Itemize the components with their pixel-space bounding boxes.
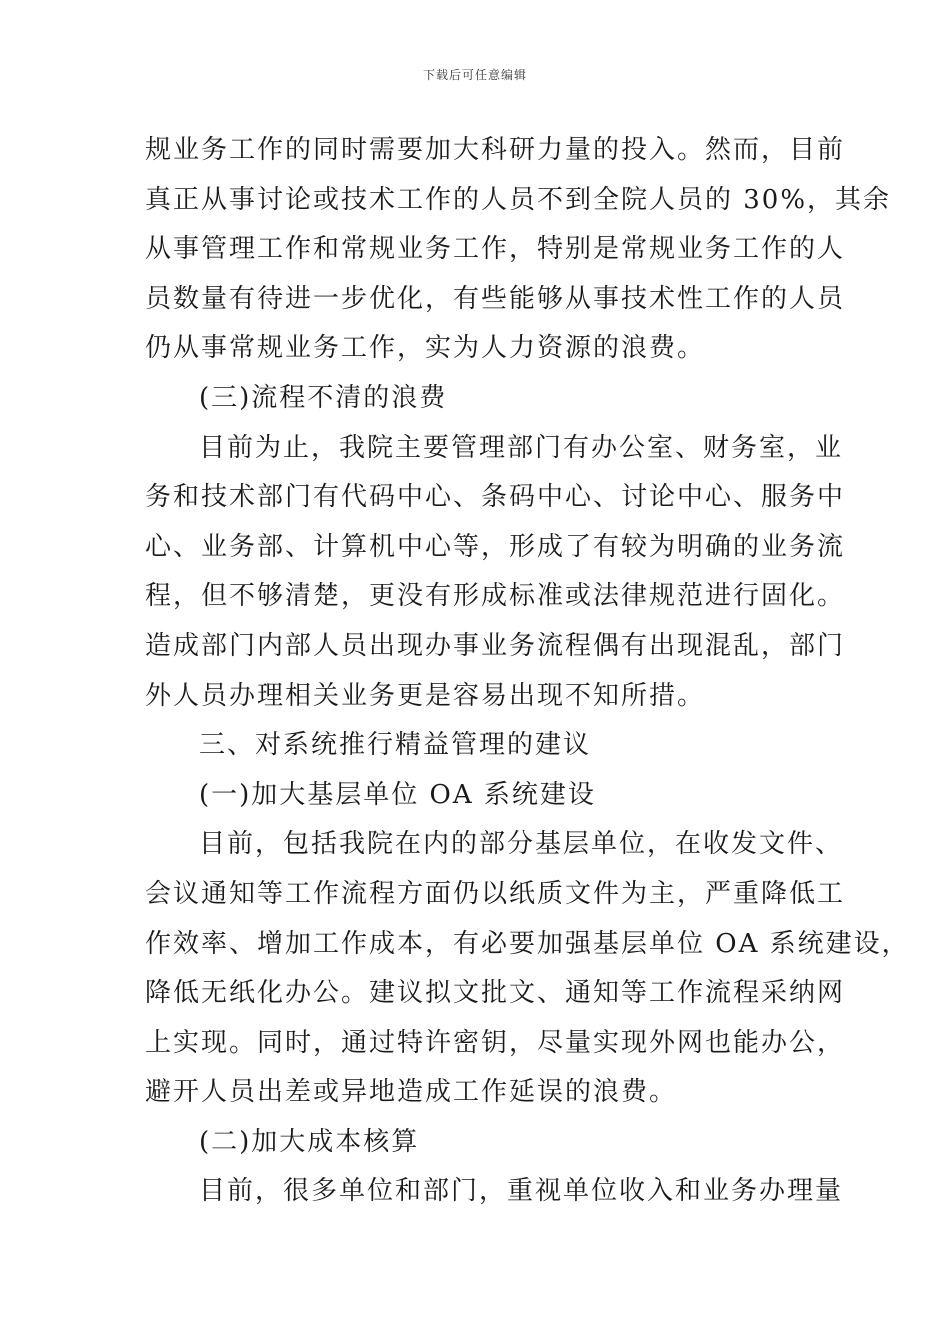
text-line: 外人员办理相关业务更是容易出现不知所措。 xyxy=(145,680,706,711)
document-body xyxy=(145,126,910,1217)
page-header-note: 下载后可任意编辑 xyxy=(422,68,527,82)
text-line: 规业务工作的同时需要加大科研力量的投入。然而，目前 xyxy=(145,135,846,165)
text-line: 从事管理工作和常规业务工作，特别是常规业务工作的人 xyxy=(145,234,846,265)
text-line: 真正从事讨论或技术工作的人员不到全院人员的 30%，其余 xyxy=(145,184,892,215)
text-line: 目前为止，我院主要管理部门有办公室、财务室，业 xyxy=(199,432,844,463)
text-line: 避开人员出差或异地造成工作延误的浪费。 xyxy=(145,1077,678,1108)
section-heading: (三)流程不清的浪费 xyxy=(199,382,448,413)
text-line: 作效率、增加工作成本，有必要加强基层单位 OA 系统建设， xyxy=(145,928,910,959)
text-line: 降低无纸化办公。建议拟文批文、通知等工作流程采纳网 xyxy=(145,978,846,1009)
text-line: 目前，包括我院在内的部分基层单位，在收发文件、 xyxy=(199,829,844,860)
text-line: 员数量有待进一步优化，有些能够从事技术性工作的人员 xyxy=(145,283,846,314)
text-line: 心、业务部、计算机中心等，形成了有较为明确的业务流 xyxy=(145,531,846,562)
text-line: 目前，很多单位和部门，重视单位收入和业务办理量 xyxy=(199,1176,844,1207)
text-line: 务和技术部门有代码中心、条码中心、讨论中心、服务中 xyxy=(145,482,846,513)
text-line: 会议通知等工作流程方面仍以纸质文件为主，严重降低工 xyxy=(145,878,846,909)
text-line: 造成部门内部人员出现办事业务流程偶有出现混乱，部门 xyxy=(145,630,846,661)
text-line: 上实现。同时，通过特许密钥，尽量实现外网也能办公， xyxy=(145,1027,846,1058)
text-line: 程，但不够清楚，更没有形成标准或法律规范进行固化。 xyxy=(145,581,846,612)
section-heading: (一)加大基层单位 OA 系统建设 xyxy=(199,779,596,810)
section-heading: (二)加大成本核算 xyxy=(199,1126,420,1157)
text-line: 仍从事常规业务工作，实为人力资源的浪费。 xyxy=(145,333,706,364)
section-heading: 三、对系统推行精益管理的建议 xyxy=(199,730,592,761)
